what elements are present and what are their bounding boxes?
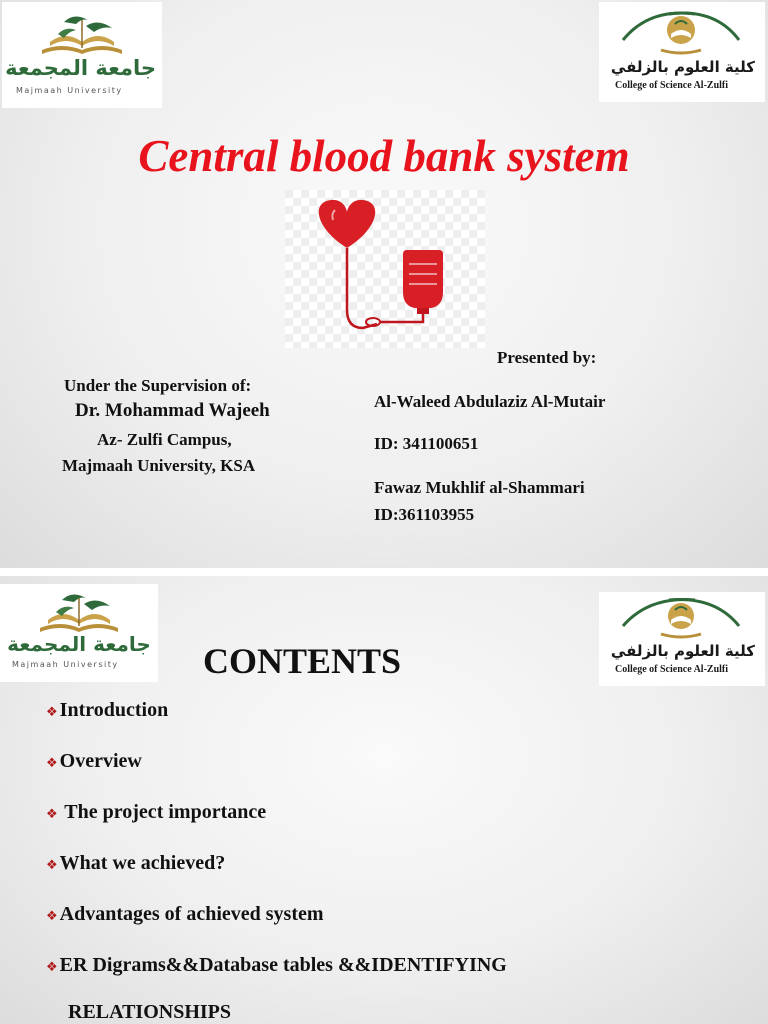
contents-slide xyxy=(0,576,768,1024)
diamond-bullet-icon: ❖ xyxy=(46,909,58,924)
university-name-arabic: جامعة المجمعة xyxy=(7,632,151,656)
college-name-english: College of Science Al-Zulfi xyxy=(615,80,729,91)
majmaah-university-logo xyxy=(0,584,158,682)
college-name-english: College of Science Al-Zulfi xyxy=(615,664,729,675)
supervision-heading: Under the Supervision of: xyxy=(64,376,252,395)
contents-heading: CONTENTS xyxy=(203,641,402,681)
college-emblem-icon xyxy=(599,592,765,642)
toc-item-what-we-achieved: ❖ What we achieved? xyxy=(46,852,226,874)
supervisor-university: Majmaah University, KSA xyxy=(62,456,256,475)
university-name-arabic: جامعة المجمعة xyxy=(5,56,156,80)
majmaah-university-logo xyxy=(2,2,162,108)
toc-item-overview: ❖ Overview xyxy=(46,750,142,772)
college-name-arabic: كلية العلوم بالزلفي xyxy=(610,642,755,660)
college-emblem-icon xyxy=(599,4,765,60)
blood-donation-heart-bag-icon xyxy=(285,190,485,348)
table-of-contents xyxy=(46,698,507,1024)
university-name-latin: Majmaah University xyxy=(16,86,123,95)
diamond-bullet-icon: ❖ xyxy=(46,960,58,975)
presented-by-heading: Presented by: xyxy=(497,348,597,367)
college-of-science-logo xyxy=(599,2,765,102)
presenter-2-id: ID:361103955 xyxy=(374,505,475,524)
presentation-title: Central blood bank system xyxy=(138,131,630,181)
presenter-2-name: Fawaz Mukhlif al-Shammari xyxy=(374,478,585,497)
toc-item-er-diagrams-continuation: RELATIONSHIPS xyxy=(68,1001,232,1023)
diamond-bullet-icon: ❖ xyxy=(46,807,58,822)
diamond-bullet-icon: ❖ xyxy=(46,858,58,873)
college-of-science-logo xyxy=(599,592,765,686)
toc-item-introduction: ❖ Introduction xyxy=(46,699,169,721)
supervisor-campus: Az- Zulfi Campus, xyxy=(97,430,232,449)
toc-item-er-diagrams: ❖ ER Digrams&&Database tables &&IDENTIFYING RELATIONSHIPS xyxy=(46,954,507,1023)
presenter-1-id: ID: 341100651 xyxy=(374,434,479,453)
toc-item-project-importance: ❖ The project importance xyxy=(46,801,267,823)
presenter-1-name: Al-Waleed Abdulaziz Al-Mutair xyxy=(374,392,606,411)
diamond-bullet-icon: ❖ xyxy=(46,756,58,771)
supervisor-name: Dr. Mohammad Wajeeh xyxy=(75,400,270,421)
college-name-arabic: كلية العلوم بالزلفي xyxy=(610,58,755,76)
toc-item-advantages: ❖ Advantages of achieved system xyxy=(46,903,324,925)
diamond-bullet-icon: ❖ xyxy=(46,705,58,720)
university-name-latin: Majmaah University xyxy=(12,660,119,669)
